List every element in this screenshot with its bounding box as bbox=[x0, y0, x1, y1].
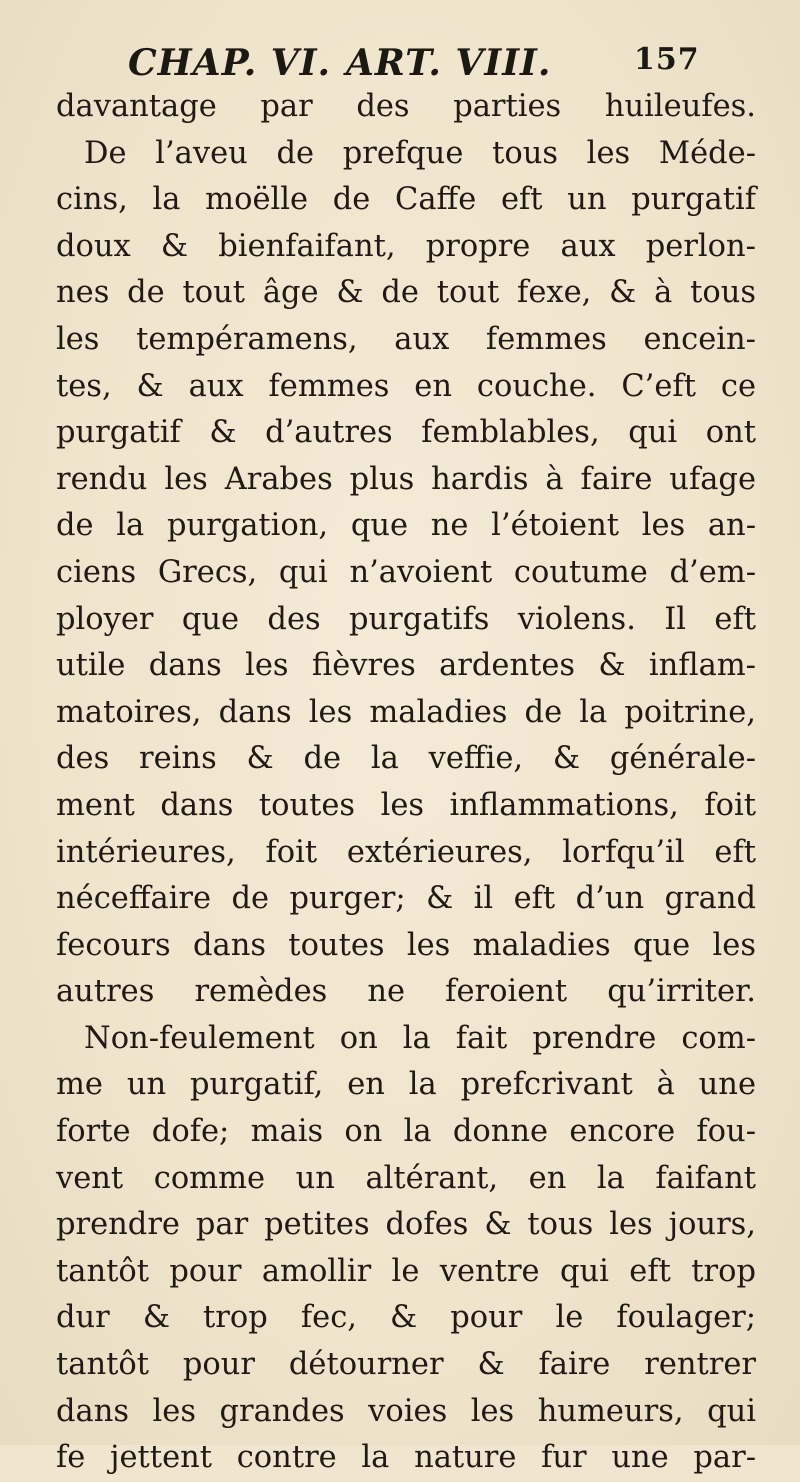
text-line: rendu les Arabes plus hardis à faire ufage bbox=[56, 461, 756, 497]
text-line: autres remèdes ne feroient qu’irriter. bbox=[56, 974, 756, 1010]
page-number: 157 bbox=[634, 42, 700, 77]
text-line: De l’aveu de prefque tous les Méde- bbox=[84, 135, 756, 171]
header-chapter: CHAP. VI. bbox=[128, 42, 332, 84]
text-line: vent comme un altérant, en la faifant bbox=[56, 1160, 756, 1196]
text-line: fe jettent contre la nature fur une par- bbox=[56, 1440, 756, 1476]
text-line: doux & bienfaifant, propre aux perlon- bbox=[56, 228, 756, 264]
text-line: davantage par des parties huileufes. bbox=[56, 89, 756, 124]
text-line: tantôt pour amollir le ventre qui eft trop bbox=[56, 1253, 756, 1289]
text-line: nes de tout âge & de tout fexe, & à tous bbox=[56, 275, 756, 311]
text-line: ment dans toutes les inflammations, foit bbox=[56, 787, 756, 823]
text-line: dans les grandes voies les humeurs, qui bbox=[56, 1393, 756, 1429]
text-line: des reins & de la veffie, & générale- bbox=[56, 741, 756, 777]
text-line: fecours dans toutes les maladies que les bbox=[56, 927, 756, 963]
text-line: ployer que des purgatifs violens. Il eft bbox=[56, 601, 756, 637]
text-line: de la purgation, que ne l’étoient les an- bbox=[56, 508, 756, 544]
text-line: les tempéramens, aux femmes encein- bbox=[56, 321, 756, 357]
text-line: Non-feulement on la fait prendre com- bbox=[84, 1020, 756, 1056]
text-line: matoires, dans les maladies de la poitrine, bbox=[56, 694, 756, 730]
text-line: néceffaire de purger; & il eft d’un grand bbox=[56, 881, 756, 917]
header-article: ART. VIII. bbox=[346, 42, 552, 84]
text-line: cins, la moëlle de Caffe eft un purgatif bbox=[56, 182, 756, 218]
text-line: tes, & aux femmes en couche. C’eft ce bbox=[56, 368, 756, 404]
text-line: utile dans les fièvres ardentes & inflam- bbox=[56, 648, 756, 684]
text-line: dur & trop fec, & pour le foulager; bbox=[56, 1300, 756, 1336]
text-line: forte dofe; mais on la donne encore fou- bbox=[56, 1114, 756, 1150]
text-line: ciens Grecs, qui n’avoient coutume d’em- bbox=[56, 554, 756, 590]
text-line: tantôt pour détourner & faire rentrer bbox=[56, 1347, 756, 1383]
text-line: me un purgatif, en la prefcrivant à une bbox=[56, 1067, 756, 1103]
text-line: purgatif & d’autres femblables, qui ont bbox=[56, 415, 756, 451]
body-text bbox=[56, 84, 756, 1482]
text-line: intérieures, foit extérieures, lorfqu’il eft bbox=[56, 834, 756, 870]
text-line: prendre par petites dofes & tous les jours, bbox=[56, 1207, 756, 1243]
